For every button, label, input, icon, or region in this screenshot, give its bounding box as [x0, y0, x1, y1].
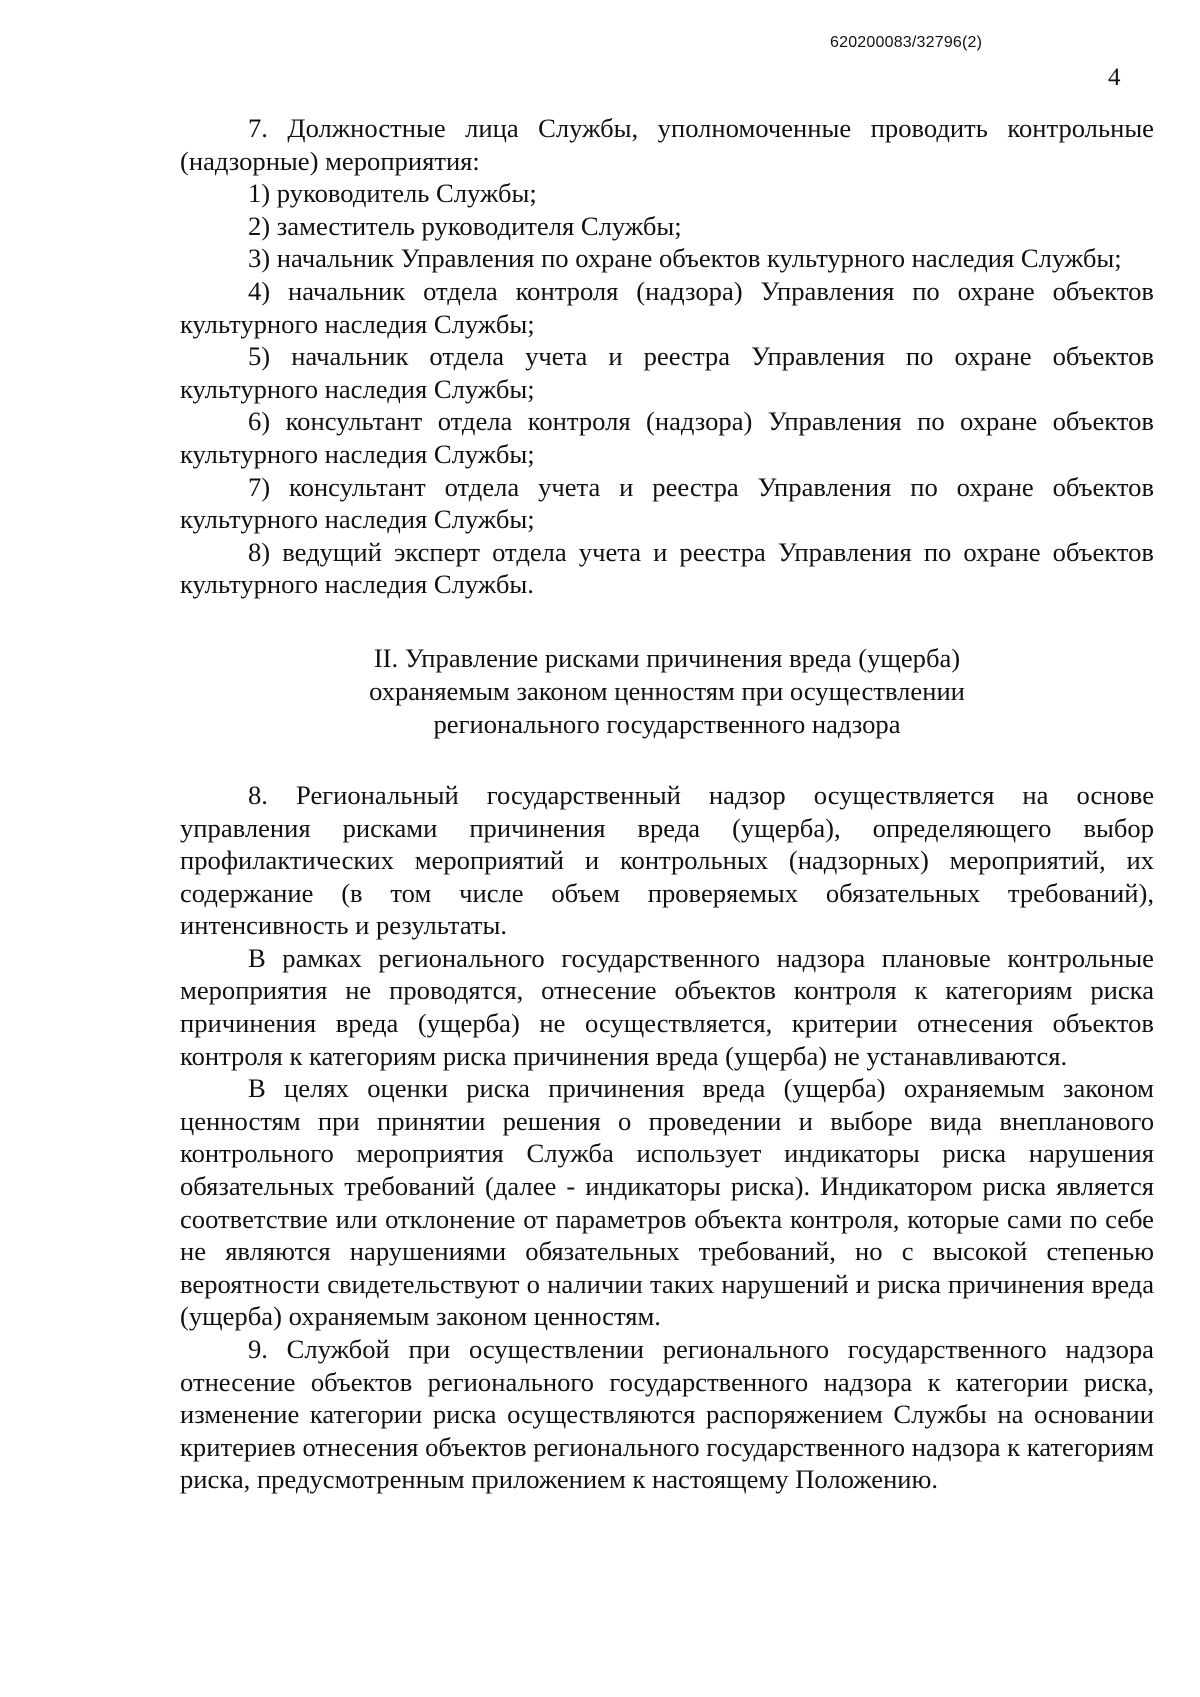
- official-item-8: 8) ведущий эксперт отдела учета и реестра Управления по охране объектов культурного наследия Службы.: [180, 536, 1154, 600]
- official-item-1: 1) руководитель Службы;: [248, 178, 537, 209]
- item-7-intro: 7. Должностные лица Службы, уполномоченные проводить контрольные (надзорные) мероприятия:: [180, 113, 1154, 176]
- document-registration-code: 620200083/32796(2): [830, 34, 983, 51]
- paragraph-planned-measures: В рамках регионального государственного надзора плановые контрольные мероприятия не проводятся, отнесение объектов контроля к категориям риска причинения вреда (ущерба) не осуществляется, критерии отнесения объектов контроля к категориям риска причинения вреда (ущерба) не устанавливаются.: [180, 942, 1154, 1071]
- section-title-line: регионального государственного надзора: [433, 708, 901, 739]
- section-ii-title: [180, 642, 1154, 741]
- official-item-2: 2) заместитель руководителя Службы;: [248, 210, 682, 241]
- section-title-line: охраняемым законом ценностям при осуществлении: [369, 675, 965, 706]
- official-item-6: 6) консультант отдела контроля (надзора) Управления по охране объектов культурного наследия Службы;: [180, 406, 1154, 469]
- page-number: 4: [1108, 64, 1121, 91]
- paragraph-8: 8. Региональный государственный надзор осуществляется на основе управления рисками причинения вреда (ущерба), определяющего выбор профилактических мероприятий и контрольных (надзорных) мероприятий, их содержание (в том числе объем проверяемых обязательных требований), интенсивность и результаты.: [180, 779, 1154, 941]
- paragraph-risk-indicators: В целях оценки риска причинения вреда (ущерба) охраняемым законом ценностям при принятии решения о проведении и выборе вида внепланового контрольного мероприятия Служба использует индикаторы риска нарушения обязательных требований (далее - индикаторы риска). Индикатором риска является соответствие или отклонение от параметров объекта контроля, которые сами по себе не являются нарушениями обязательных требований, но с высокой степенью вероятности свидетельствуют о наличии таких нарушений и риска причинения вреда (ущерба) охраняемым законом ценностям.: [180, 1073, 1154, 1332]
- section-title-line: II. Управление рисками причинения вреда (ущерба): [373, 642, 961, 673]
- official-item-4: 4) начальник отдела контроля (надзора) Управления по охране объектов культурного наследия Службы;: [180, 275, 1154, 339]
- official-item-5: 5) начальник отдела учета и реестра Управления по охране объектов культурного наследия Службы;: [180, 341, 1154, 404]
- paragraph-9: 9. Службой при осуществлении регионального государственного надзора отнесение объектов регионального государственного надзора к категории риска, изменение категории риска осуществляются распоряжением Службы на основании критериев отнесения объектов регионального государственного надзора к категориям риска, предусмотренным приложением к настоящему Положению.: [180, 1334, 1154, 1495]
- official-item-7: 7) консультант отдела учета и реестра Управления по охране объектов культурного наследия Службы;: [180, 471, 1154, 535]
- document-body: [180, 112, 1154, 1496]
- official-item-3: 3) начальник Управления по охране объектов культурного наследия Службы;: [248, 243, 1122, 274]
